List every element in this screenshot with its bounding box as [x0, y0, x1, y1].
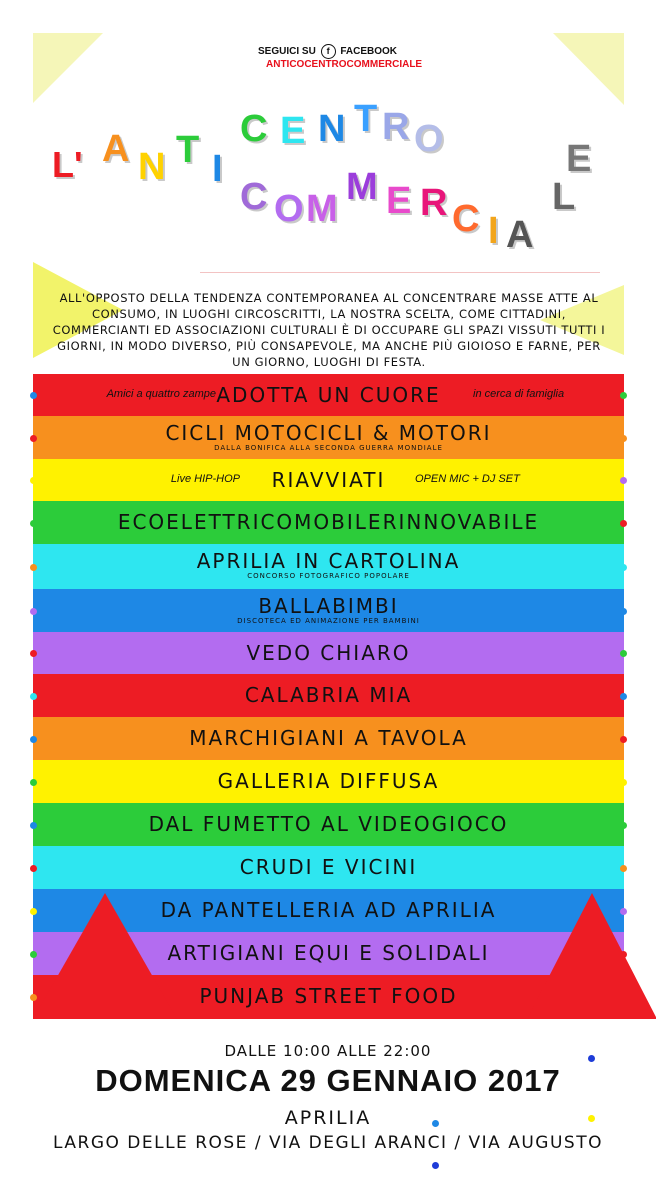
title-letter: L [552, 176, 576, 218]
title-letter: N [138, 146, 166, 188]
event-side-right: in cerca di famiglia [473, 388, 565, 400]
edge-dot [620, 608, 627, 615]
event-subtitle: DISCOTECA ED ANIMAZIONE PER BAMBINI [237, 617, 420, 625]
edge-dot [620, 477, 627, 484]
event-title: ADOTTA UN CUORE [216, 383, 441, 407]
event-row [33, 374, 624, 416]
event-city: APRILIA [284, 1107, 372, 1129]
title-letter: M [306, 188, 338, 230]
event-title: CICLI MOTOCICLI & MOTORI [165, 421, 492, 445]
event-title: CALABRIA MIA [244, 683, 413, 707]
title-letter: R [420, 182, 448, 224]
title-letter: T [176, 129, 200, 171]
event-side-left: Amici a quattro zampe [106, 388, 216, 400]
edge-dot [30, 435, 37, 442]
edge-dot [620, 435, 627, 442]
event-subtitle: DALLA BONIFICA ALLA SECONDA GUERRA MONDIALE [214, 444, 443, 452]
edge-dot [620, 822, 627, 829]
event-address: LARGO DELLE ROSE / VIA DEGLI ARANCI / VIA AUGUSTO [53, 1133, 603, 1153]
title-letter: C [240, 108, 268, 150]
event-title: CRUDI E VICINI [239, 855, 418, 879]
event-title: ECOELETTRICOMOBILERINNOVABILE [117, 510, 540, 534]
title-letter: C [240, 176, 268, 218]
confetti-dot [432, 1120, 439, 1127]
event-row [33, 544, 624, 589]
event-title: PUNJAB STREET FOOD [199, 984, 458, 1008]
edge-dot [30, 477, 37, 484]
event-row [33, 846, 624, 889]
title-letter: R [382, 106, 410, 148]
edge-dot [620, 865, 627, 872]
event-row [33, 674, 624, 717]
title-letter: C [452, 198, 480, 240]
intro-paragraph: ALL'OPPOSTO DELLA TENDENZA CONTEMPORANEA AL CONCENTRARE MASSE ATTE AL CONSUMO, IN LUOGHI CIRCOSCRITTI, LA NOSTRA SCELTA, COME CITTADINI, COMMERCIANTI ED ASSOCIAZIONI CULTURALI È DI OCCUPARE GLI SPAZI VISSUTI TUTTI I GIORNI, IN MODO DIVERSO, PIÙ CONSAPEVOLE, MA ANCHE PIÙ GIOIOSO E FARNE, PER UN GIORNO, LUOGHI DI FESTA. [52, 291, 606, 369]
edge-dot [30, 779, 37, 786]
title-letter: E [280, 110, 306, 152]
event-date: DOMENICA 29 GENNAIO 2017 [95, 1063, 561, 1098]
title-letter: O [414, 118, 444, 160]
bottom-triangle-left [33, 893, 177, 1019]
edge-dot [620, 693, 627, 700]
edge-dot [30, 693, 37, 700]
event-row [33, 416, 624, 459]
edge-dot [620, 779, 627, 786]
facebook-handle[interactable]: ANTICOCENTROCOMMERCIALE [266, 59, 423, 70]
edge-dot [620, 650, 627, 657]
bottom-triangle-right [527, 893, 656, 1019]
confetti-dot [588, 1055, 595, 1062]
edge-dot [30, 608, 37, 615]
event-title: RIAVVIATI [271, 468, 386, 492]
title-letter: M [346, 166, 378, 208]
title-letter: E [386, 180, 412, 222]
event-title: BALLABIMBI [258, 594, 399, 618]
event-row [33, 589, 624, 632]
title-letter: N [318, 108, 346, 150]
event-row [33, 717, 624, 760]
event-title: DA PANTELLERIA AD APRILIA [160, 898, 497, 922]
event-row [33, 501, 624, 544]
facebook-icon: f [321, 44, 336, 59]
edge-dot [620, 392, 627, 399]
edge-dot [620, 520, 627, 527]
edge-dot [30, 564, 37, 571]
title-letter: T [354, 98, 378, 140]
confetti-dot [432, 1162, 439, 1169]
edge-dot [30, 865, 37, 872]
event-subtitle: CONCORSO FOTOGRAFICO POPOLARE [247, 572, 410, 580]
event-title: APRILIA IN CARTOLINA [196, 549, 461, 573]
event-hours: DALLE 10:00 ALLE 22:00 [224, 1042, 432, 1060]
event-title: VEDO CHIARO [246, 641, 411, 665]
title-letter: O [274, 188, 304, 230]
edge-dot [30, 822, 37, 829]
title-letter: A [102, 128, 130, 170]
facebook-label: FACEBOOK [340, 46, 398, 58]
event-title: DAL FUMETTO AL VIDEOGIOCO [148, 812, 509, 836]
edge-dot [30, 650, 37, 657]
edge-dot [620, 564, 627, 571]
event-row [33, 459, 624, 501]
event-row [33, 760, 624, 803]
event-side-left: Live HIP-HOP [170, 473, 240, 485]
edge-dot [30, 392, 37, 399]
edge-dot [30, 736, 37, 743]
event-row [33, 803, 624, 846]
event-title: ARTIGIANI EQUI E SOLIDALI [167, 941, 490, 965]
edge-dot [30, 520, 37, 527]
confetti-dot [588, 1115, 595, 1122]
follow-text: SEGUICI SU [258, 46, 316, 58]
event-row [33, 632, 624, 674]
edge-dot [620, 736, 627, 743]
event-title: MARCHIGIANI A TAVOLA [189, 726, 468, 750]
divider-line [200, 272, 600, 273]
title-letter: A [506, 214, 534, 256]
title-letter: L' [52, 144, 83, 185]
event-side-right: OPEN MIC + DJ SET [415, 473, 520, 485]
event-title: GALLERIA DIFFUSA [217, 769, 440, 793]
title-letter: I [212, 148, 223, 190]
title-letter: E [566, 138, 592, 180]
title-letter: I [488, 210, 499, 252]
